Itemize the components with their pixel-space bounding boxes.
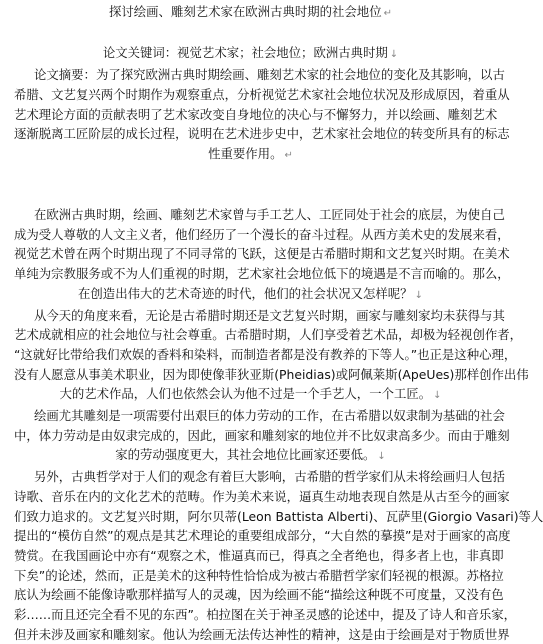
text-line: 中，体力劳动是由奴隶完成的，因此，画家和雕刻家的地位并不比奴隶高多少。而由于雕刻 xyxy=(14,427,510,443)
text-line: 在欧洲古典时期，绘画、雕刻艺术家曾与手工艺人、工匠同处于社会的底层，为使自己 xyxy=(34,206,505,222)
text-line: “这就好比带给我们欢娱的香料和染料，而制造者都是没有教养的下等人。”也正是这种心理， xyxy=(14,346,517,362)
text-line: 绘画尤其雕刻是一项需要付出艰巨的体力劳动的工作，在古希腊以奴隶制为基础的社会 xyxy=(34,408,505,424)
keywords-line: 论文关键词：视觉艺术家；社会地位；欧洲古典时期 ↓ xyxy=(102,45,399,61)
text-line: 成为受人尊敬的人文主义者，他们经历了一个漫长的奋斗过程。从西方美术史的发展来看， xyxy=(14,226,510,242)
text-line: 从今天的角度来看，无论是古希腊时期还是文艺复兴时期，画家与雕刻家均未获得与其 xyxy=(34,307,505,323)
text-line: 艺术成就相应的社会地位与社会尊重。古希腊时期，人们享受着艺术品，却极为轻视创作者， xyxy=(14,327,523,343)
text-line: 单纯为宗教服务或不为人们重视的时期，艺术家社会地位低下的境遇是不言而喻的。那么， xyxy=(14,266,510,282)
text-line: 底认为绘画不能像诗歌那样描写人的灵魂，因为绘画不能“描绘这种既不可度量，又没有色 xyxy=(14,587,504,603)
paragraph-1 xyxy=(14,205,510,306)
text-line: 另外，古典哲学对于人们的观念有着巨大影响，古希腊的哲学家们从未将绘画归人包括 xyxy=(34,469,505,485)
text-line: 大的艺术作品，人们也依然会认为他不过是一个手艺人，一个工匠。 ↓ xyxy=(59,386,442,402)
text-line: 赞赏。在我国画论中亦有“观察之术，惟逼真而已，得真之全者绝也，得多者上也，非真即 xyxy=(14,547,504,563)
blank-line xyxy=(14,166,487,186)
text-line: 但并未涉及画家和雕刻家。他认为绘画无法传达神性的精神，这是由于绘画是对于物质世界 xyxy=(14,626,510,642)
text-line: 家的劳动强度更大，其社会地位比画家还要低。 ↓ xyxy=(115,447,386,463)
text-line: 论文摘要：为了探究欧洲古典时期绘画、雕刻艺术家的社会地位的变化及其影响，以古 xyxy=(34,67,505,83)
text-line: 艺术理论方面的贡献表明了艺术家改变自身地位的决心与不懈努力，并以绘画、雕刻艺术 xyxy=(14,106,498,122)
document-title: 探讨绘画、雕刻艺术家在欧洲古典时期的社会地位 ↵ xyxy=(109,4,392,19)
text-line: 下矣”的论述，然而，正是美术的这种特性恰恰成为被古希腊哲学家们轻视的根源。苏格拉 xyxy=(14,567,504,583)
text-line: 没有人愿意从事美术职业，因为即使像菲狄亚斯(Pheidias)或阿佩莱斯(ApeUes)那样创作出伟 xyxy=(14,366,529,382)
text-line: 诗歌、音乐在内的文化艺术的范畴。作为美术来说，逼真生动地表现自然是从古至今的画家 xyxy=(14,488,510,504)
text-line: 们致力追求的。文艺复兴时期，阿尔贝蒂(Leon Battista Alberti)、瓦萨里(Giorgio Vasari)等人 xyxy=(14,508,543,524)
paragraph-3 xyxy=(14,406,510,467)
text-line: 彩……而且还完全看不见的东西”。柏拉图在关于神圣灵感的论述中，提及了诗人和音乐家， xyxy=(14,607,517,623)
paragraph-4 xyxy=(14,467,543,644)
text-line: 逐渐脱离工匠阶层的成长过程，说明在艺术进步史中，艺术家社会地位的转变所具有的标志 xyxy=(14,126,510,142)
blank-line xyxy=(14,185,487,205)
paragraph-2 xyxy=(14,306,529,407)
abstract-paragraph xyxy=(14,65,510,166)
text-line: 在创造出伟大的艺术奇迹的时代，他们的社会状况又怎样呢？ ↓ xyxy=(78,285,423,301)
text-line: 提出的“模仿自然”的观点是其艺术理论的重要组成部分，“大自然的摹摸”是对于画家的高度 xyxy=(14,528,511,544)
text-line: 性重要作用。 ↵ xyxy=(208,145,293,161)
text-line: 希腊、文艺复兴两个时期作为观察重点，分析视觉艺术家社会地位状况及形成原因，着重从 xyxy=(14,86,510,102)
blank-line xyxy=(14,24,487,44)
text-line: 视觉艺术曾在两个时期出现了不同寻常的飞跃，这便是古希腊时期和文艺复兴时期。在美术 xyxy=(14,246,510,262)
